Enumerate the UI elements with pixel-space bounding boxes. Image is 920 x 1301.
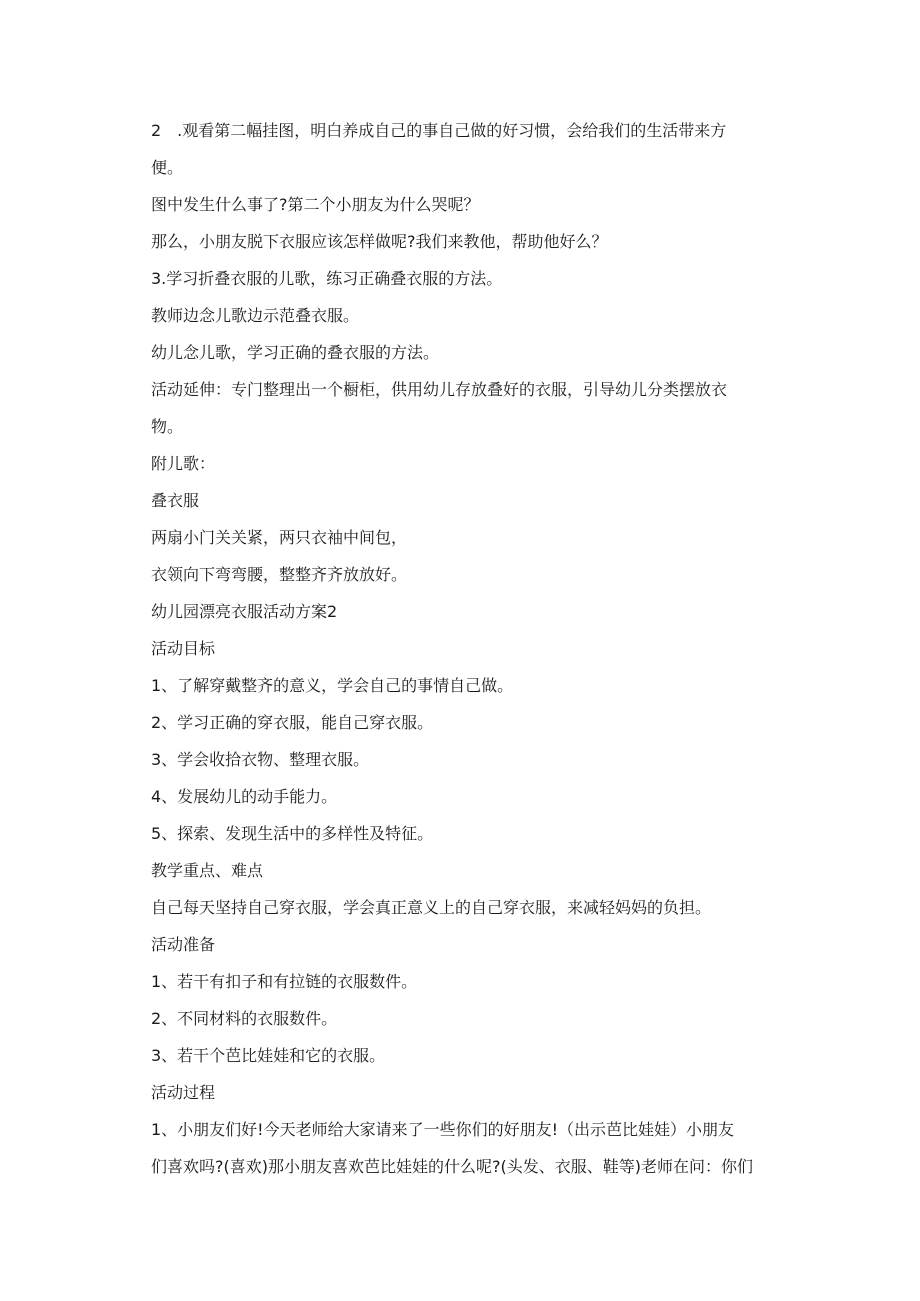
paragraph [151,112,791,186]
text-line: 活动过程 [151,1083,216,1102]
paragraph [151,741,791,778]
paragraph [151,260,791,297]
paragraph [151,963,791,1000]
paragraph [151,815,791,852]
paragraph [151,223,791,260]
text-line: 活动目标 [151,639,216,658]
paragraph [151,334,791,371]
paragraph [151,482,791,519]
paragraph [151,297,791,334]
text-line: 教师边念儿歌边示范叠衣服。 [151,306,360,325]
text-line: 活动延伸：专门整理出一个橱柜，供用幼儿存放叠好的衣服，引导幼儿分类摆放衣 [151,380,728,399]
paragraph [151,186,791,223]
text-line: 教学重点、难点 [151,861,264,880]
text-line: 1、了解穿戴整齐的意义，学会自己的事情自己做。 [151,676,514,695]
text-line: 1、若干有扣子和有拉链的衣服数件。 [151,972,418,991]
text-line: 活动准备 [151,935,216,954]
paragraph [151,593,791,630]
text-line: 那么，小朋友脱下衣服应该怎样做呢?我们来教他，帮助他好么？ [151,232,608,251]
paragraph [151,1037,791,1074]
text-line: 2 .观看第二幅挂图，明白养成自己的事自己做的好习惯，会给我们的生活带来方 [151,121,727,140]
text-line: 幼儿念儿歌，学习正确的叠衣服的方法。 [151,343,440,362]
text-line: 两扇小门关关紧，两只衣袖中间包， [151,528,408,547]
paragraph [151,889,791,926]
text-line: 物。 [151,417,184,436]
paragraph [151,519,791,556]
paragraph [151,445,791,482]
text-line: 3、若干个芭比娃娃和它的衣服。 [151,1046,386,1065]
document-body [151,112,791,1185]
text-line: 3.学习折叠衣服的儿歌，练习正确叠衣服的方法。 [151,269,503,288]
text-line: 图中发生什么事了?第二个小朋友为什么哭呢？ [151,195,480,214]
text-line: 叠衣服 [151,491,200,510]
paragraph [151,556,791,593]
paragraph [151,667,791,704]
paragraph [151,1000,791,1037]
paragraph [151,778,791,815]
paragraph [151,704,791,741]
text-line: 们喜欢吗?(喜欢)那小朋友喜欢芭比娃娃的什么呢?(头发、衣服、鞋等)老师在问：你们 [151,1157,753,1176]
paragraph [151,1111,791,1185]
text-line: 自己每天坚持自己穿衣服，学会真正意义上的自己穿衣服，来减轻妈妈的负担。 [151,898,712,917]
text-line: 5、探索、发现生活中的多样性及特征。 [151,824,434,843]
text-line: 便。 [151,158,184,177]
paragraph [151,852,791,889]
paragraph [151,1074,791,1111]
text-line: 1、小朋友们好!今天老师给大家请来了一些你们的好朋友!（出示芭比娃娃）小朋友 [151,1120,735,1139]
text-line: 附儿歌： [151,454,216,473]
text-line: 3、学会收拾衣物、整理衣服。 [151,750,370,769]
text-line: 幼儿园漂亮衣服活动方案2 [151,602,338,621]
paragraph [151,630,791,667]
paragraph [151,926,791,963]
text-line: 2、学习正确的穿衣服，能自己穿衣服。 [151,713,434,732]
text-line: 2、不同材料的衣服数件。 [151,1009,338,1028]
paragraph [151,371,791,445]
text-line: 4、发展幼儿的动手能力。 [151,787,338,806]
text-line: 衣领向下弯弯腰，整整齐齐放放好。 [151,565,408,584]
